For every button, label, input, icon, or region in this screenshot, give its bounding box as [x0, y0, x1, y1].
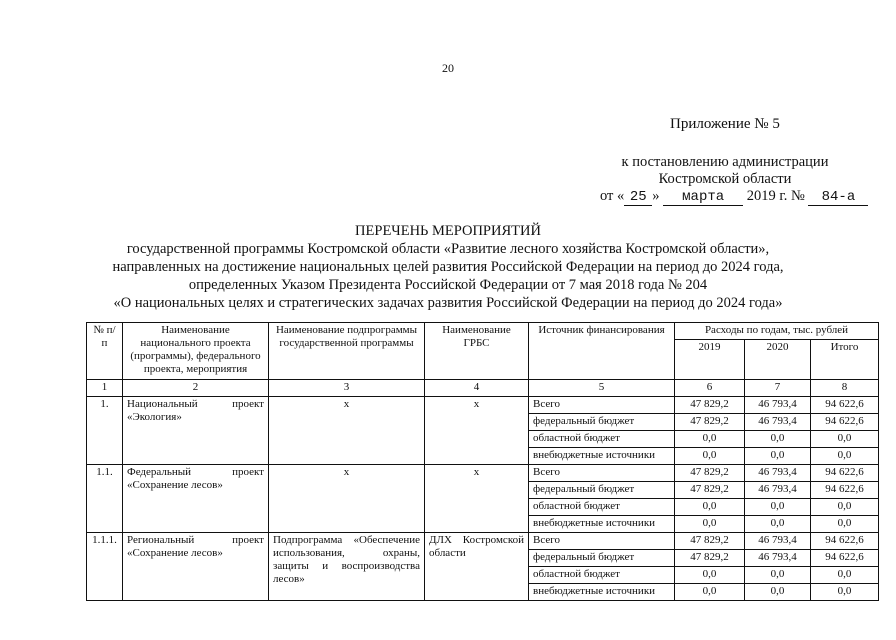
header-source: Источник финансирования: [529, 323, 675, 380]
value-2019: 47 829,2: [675, 533, 745, 550]
subprogram-name: х: [269, 465, 425, 533]
column-number: 4: [425, 380, 529, 397]
item-number: 1.1.1.: [87, 533, 123, 601]
funding-source: федеральный бюджет: [529, 550, 675, 567]
page-number: 20: [442, 61, 454, 75]
header-total: Итого: [811, 340, 879, 380]
value-2020: 0,0: [745, 431, 811, 448]
value-total: 0,0: [811, 431, 879, 448]
grbs-name: х: [425, 397, 529, 465]
project-name-word: Федеральный: [127, 466, 192, 478]
grbs-name: х: [425, 465, 529, 533]
project-name-tail: проект: [232, 534, 264, 546]
value-total: 94 622,6: [811, 397, 879, 414]
value-total: 0,0: [811, 499, 879, 516]
header-subprogram: Наименование подпрограммы государственной программы: [269, 323, 425, 380]
resolution-line-1: к постановлению администрации: [621, 154, 829, 170]
value-total: 0,0: [811, 567, 879, 584]
resolution-month: марта: [663, 190, 743, 206]
value-total: 0,0: [811, 516, 879, 533]
resolution-quote-close: »: [652, 188, 660, 204]
value-2020: 46 793,4: [745, 482, 811, 499]
value-total: 94 622,6: [811, 414, 879, 431]
project-name: [123, 397, 269, 465]
value-2019: 0,0: [675, 448, 745, 465]
title-heading: ПЕРЕЧЕНЬ МЕРОПРИЯТИЙ: [355, 223, 541, 239]
column-number: 5: [529, 380, 675, 397]
resolution-year: 2019 г. №: [746, 188, 805, 204]
column-number: 8: [811, 380, 879, 397]
project-name: [123, 465, 269, 533]
funding-source: областной бюджет: [529, 499, 675, 516]
project-name-rest: «Сохранение лесов»: [127, 547, 223, 559]
subprogram-name: Подпрограмма «Обеспечение использования, охраны, защиты и воспроизводства лесов»: [269, 533, 425, 601]
title-line-4: «О национальных целях и стратегических задачах развития Российской Федерации на период до 2024 года»: [113, 295, 783, 311]
funding-source: областной бюджет: [529, 567, 675, 584]
value-2020: 0,0: [745, 584, 811, 601]
value-total: 94 622,6: [811, 465, 879, 482]
column-number: 6: [675, 380, 745, 397]
header-num: № п/п: [87, 323, 123, 380]
title-line-1: государственной программы Костромской области «Развитие лесного хозяйства Костромской области»,: [126, 241, 770, 257]
value-2020: 0,0: [745, 499, 811, 516]
value-2020: 0,0: [745, 516, 811, 533]
table-row: [87, 465, 879, 482]
project-name-tail: проект: [232, 398, 264, 410]
value-2020: 46 793,4: [745, 397, 811, 414]
value-2019: 0,0: [675, 431, 745, 448]
value-total: 0,0: [811, 584, 879, 601]
value-2020: 46 793,4: [745, 465, 811, 482]
value-2020: 46 793,4: [745, 414, 811, 431]
subprogram-name: х: [269, 397, 425, 465]
resolution-date-line: [600, 188, 868, 206]
value-total: 94 622,6: [811, 533, 879, 550]
value-2019: 47 829,2: [675, 414, 745, 431]
value-2019: 47 829,2: [675, 482, 745, 499]
column-number-row: [87, 380, 879, 397]
project-name-tail: проект: [232, 466, 264, 478]
funding-source: областной бюджет: [529, 431, 675, 448]
value-total: 94 622,6: [811, 482, 879, 499]
resolution-prefix: от «: [600, 188, 625, 204]
item-number: 1.1.: [87, 465, 123, 533]
value-2020: 0,0: [745, 567, 811, 584]
title-line-2: направленных на достижение национальных целей развития Российской Федерации на период до 2024 года,: [112, 259, 784, 275]
column-number: 1: [87, 380, 123, 397]
value-2019: 47 829,2: [675, 550, 745, 567]
resolution-line-2: Костромской области: [658, 171, 792, 187]
title-line-3: определенных Указом Президента Российской Федерации от 7 мая 2018 года № 204: [188, 277, 708, 293]
funding-source: внебюджетные источники: [529, 448, 675, 465]
value-total: 94 622,6: [811, 550, 879, 567]
value-2020: 0,0: [745, 448, 811, 465]
header-project: Наименование национального проекта (программы), федерального проекта, мероприятия: [123, 323, 269, 380]
header-year-2019: 2019: [675, 340, 745, 380]
project-name-word: Национальный: [127, 398, 198, 410]
project-name-rest: «Сохранение лесов»: [127, 479, 223, 491]
resolution-number: 84-а: [808, 190, 868, 206]
item-number: 1.: [87, 397, 123, 465]
value-total: 0,0: [811, 448, 879, 465]
value-2019: 0,0: [675, 499, 745, 516]
value-2019: 0,0: [675, 567, 745, 584]
funding-source: федеральный бюджет: [529, 482, 675, 499]
funding-source: Всего: [529, 465, 675, 482]
header-grbs: Наименование ГРБС: [425, 323, 529, 380]
value-2019: 0,0: [675, 516, 745, 533]
column-number: 3: [269, 380, 425, 397]
measures-table: [86, 322, 879, 601]
funding-source: федеральный бюджет: [529, 414, 675, 431]
appendix-label: Приложение № 5: [670, 116, 780, 132]
funding-source: внебюджетные источники: [529, 584, 675, 601]
grbs-name: ДЛХ Костромской области: [425, 533, 529, 601]
table-row: [87, 533, 879, 550]
project-name: [123, 533, 269, 601]
value-2019: 47 829,2: [675, 465, 745, 482]
funding-source: Всего: [529, 533, 675, 550]
value-2019: 0,0: [675, 584, 745, 601]
funding-source: внебюджетные источники: [529, 516, 675, 533]
document-title: [0, 222, 896, 312]
column-number: 2: [123, 380, 269, 397]
value-2020: 46 793,4: [745, 533, 811, 550]
column-number: 7: [745, 380, 811, 397]
value-2019: 47 829,2: [675, 397, 745, 414]
resolution-day: 25: [624, 190, 652, 206]
project-name-word: Региональный: [127, 534, 195, 546]
value-2020: 46 793,4: [745, 550, 811, 567]
funding-source: Всего: [529, 397, 675, 414]
table-row: [87, 397, 879, 414]
project-name-rest: «Экология»: [127, 411, 182, 423]
header-expenses: Расходы по годам, тыс. рублей: [675, 323, 879, 340]
header-year-2020: 2020: [745, 340, 811, 380]
